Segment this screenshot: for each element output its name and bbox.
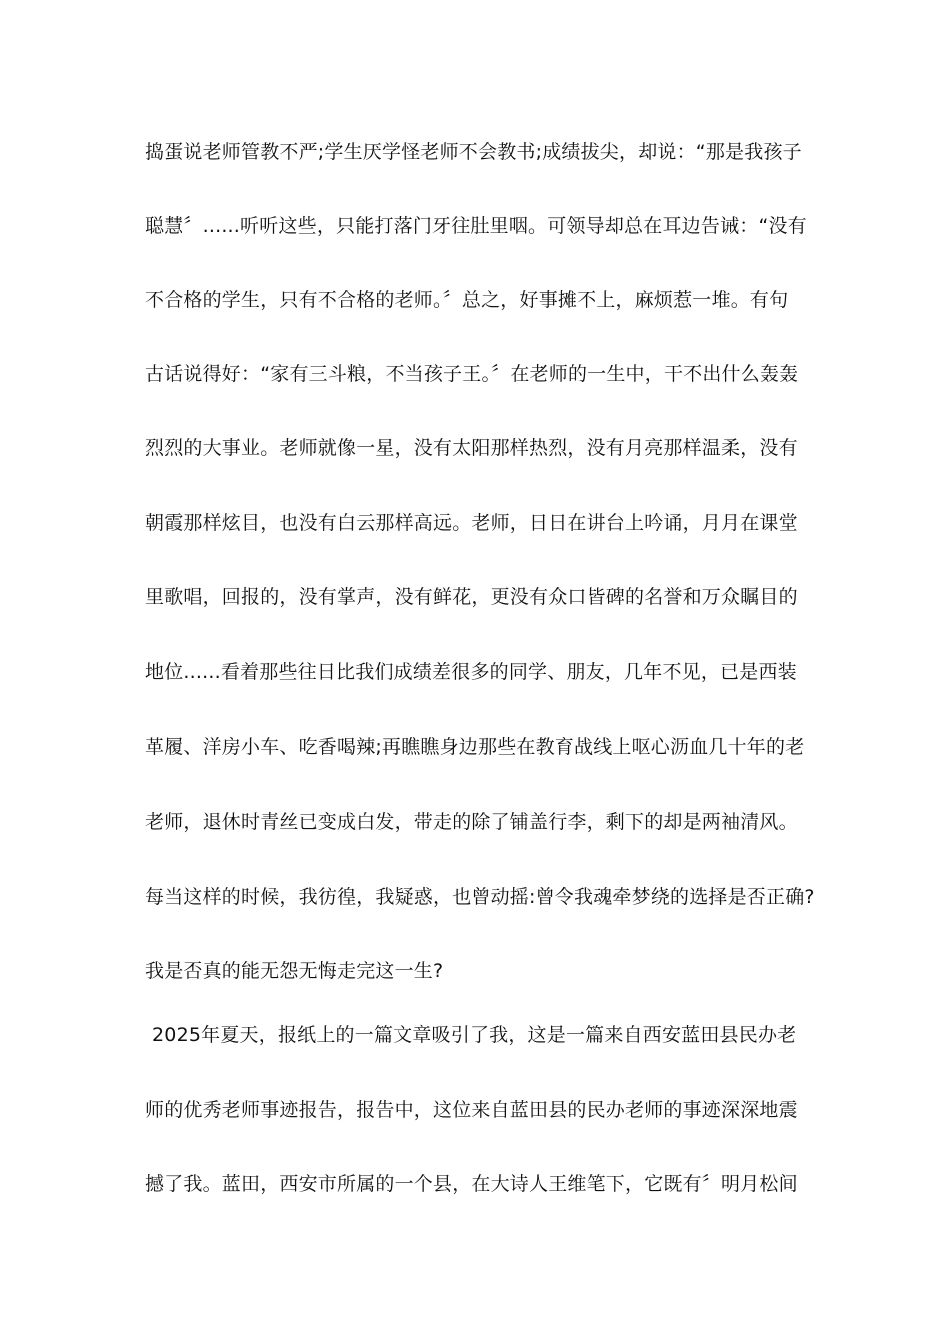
- text-line-8: 地位......看着那些往日比我们成绩差很多的同学、朋友，几年不见，已是西装: [145, 661, 797, 683]
- text-line-3: 不合格的学生，只有不合格的老师。〞总之，好事摊不上，麻烦惹一堆。有句: [145, 289, 789, 311]
- text-line-4: 古话说得好：“家有三斗粮，不当孩子王。〞在老师的一生中，干不出什么轰轰: [145, 363, 799, 385]
- text-line-10: 老师，退休时青丝已变成白发，带走的除了铺盖行李，剩下的却是两袖清风。: [145, 811, 798, 833]
- text-line-5: 烈烈的大事业。老师就像一星，没有太阳那样热烈，没有月亮那样温柔，没有: [145, 437, 798, 459]
- text-line-14: 师的优秀老师事迹报告，报告中，这位来自蓝田县的民办老师的事迹深深地震: [145, 1099, 798, 1121]
- text-line-11: 每当这样的时候，我彷徨，我疑惑，也曾动摇:曾令我魂牵梦绕的选择是否正确?: [145, 886, 815, 908]
- text-line-13: 2025年夏天，报纸上的一篇文章吸引了我，这是一篇来自西安蓝田县民办老: [152, 1024, 797, 1046]
- text-line-15: 撼了我。蓝田，西安市所属的一个县，在大诗人王维笔下，它既有〞明月松间: [145, 1173, 798, 1195]
- text-line-2: 聪慧〞......听听这些，只能打落门牙往肚里咽。可领导却总在耳边告诫：“没有: [145, 215, 807, 237]
- text-line-6: 朝霞那样炫目，也没有白云那样高远。老师，日日在讲台上吟诵，月月在课堂: [145, 512, 798, 534]
- text-line-9: 革履、洋房小车、吃香喝辣;再瞧瞧身边那些在教育战线上呕心沥血几十年的老: [145, 736, 805, 758]
- text-line-12: 我是否真的能无怨无悔走完这一生?: [145, 960, 444, 982]
- text-line-1: 捣蛋说老师管教不严;学生厌学怪老师不会教书;成绩拔尖，却说：“那是我孩子: [145, 141, 802, 163]
- text-line-7: 里歌唱，回报的，没有掌声，没有鲜花，更没有众口皆碑的名誉和万众瞩目的: [145, 586, 798, 608]
